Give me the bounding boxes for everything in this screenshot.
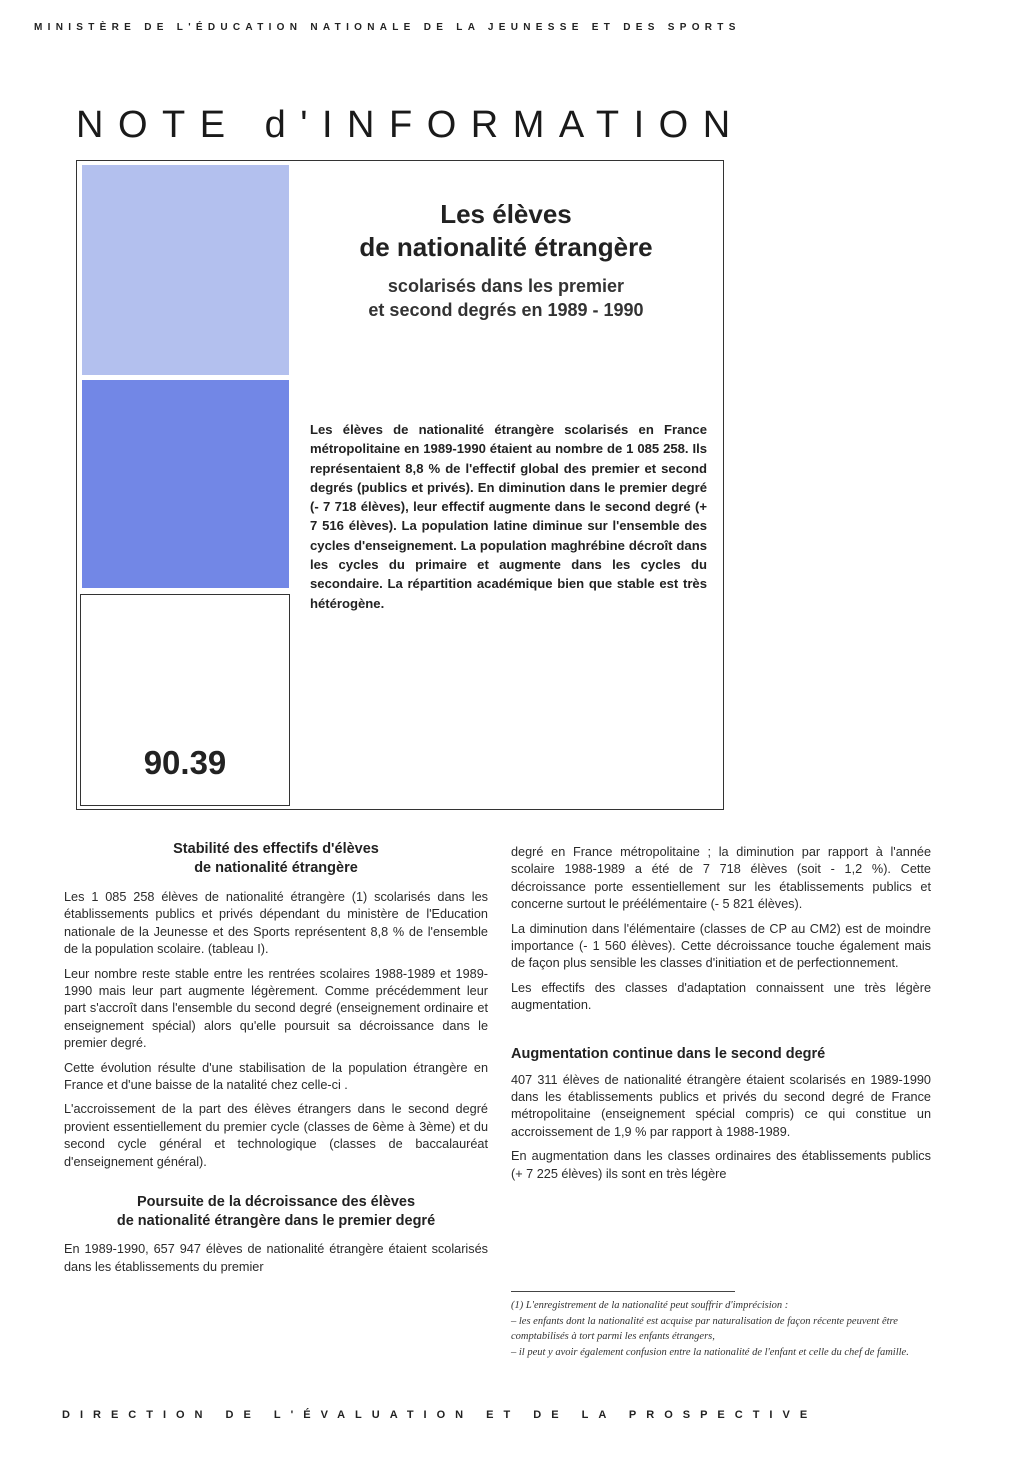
paragraph: En 1989-1990, 657 947 élèves de nationalité étrangère étaient scolarisés dans les établissements du premier [64,1242,488,1274]
ministry-header: MINISTÈRE DE L'ÉDUCATION NATIONALE DE LA JEUNESSE ET DES SPORTS [34,22,741,33]
cover-panel-light [82,165,289,375]
headline-line-1: Les élèves [440,199,572,229]
headline [300,198,712,264]
paragraph: En augmentation dans les classes ordinaires des établissements publics (+ 7 225 élèves) ils sont en très légère [511,1149,931,1181]
footnote-rule [511,1291,735,1292]
left-column [64,840,488,1283]
section1-heading-line-2: de nationalité étrangère [194,860,358,876]
section1-heading-line-1: Stabilité des effectifs d'élèves [173,841,379,857]
footnote-line: (1) L'enregistrement de la nationalité peut souffrir d'imprécision : [511,1300,789,1311]
subhead-line-1: scolarisés dans les premier [387,276,625,296]
abstract: Les élèves de nationalité étrangère scolarisés en France métropolitaine en 1989-1990 étaient au nombre de 1 085 258. Ils représentaient 8,8 % de l'effectif global des premier et second degrés (publics et privés). En diminution dans le premier degré (- 7 718 élèves), leur effectif augmente dans le second degré (+ 7 516 élèves). La population latine diminue sur l'ensemble des cycles d'enseignement. La population maghrébine décroît dans les cycles du primaire et augmente dans les cycles du secondaire. La répartition académique bien que stable est très hétérogène. [310,422,707,611]
footnote-line: – les enfants dont la nationalité est acquise par naturalisation de façon récente peuvent être comptabilisés à tort parmi les enfants étrangers, [511,1315,898,1342]
paragraph: 407 311 élèves de nationalité étrangère étaient scolarisés en 1989-1990 dans les établissements publics et privés du second degré de France métropolitaine (enseignement spécial compris) ce qui constitue un accroissement de 1,9 % par rapport à 1988-1989. [511,1072,931,1139]
direction-footer: DIRECTION DE L'ÉVALUATION ET DE LA PROSPECTIVE [62,1409,818,1421]
section-heading-premier-degre [64,1193,488,1231]
section2-heading-line-2: de nationalité étrangère dans le premier degré [116,1213,436,1230]
footnote-line: – il peut y avoir également confusion entre la nationalité de l'enfant et celle du chef de famille. [511,1346,909,1358]
section-heading-stabilite [64,840,488,878]
section2-heading-line-1: Poursuite de la décroissance des élèves [136,1194,416,1211]
paragraph: Les effectifs des classes d'adaptation connaissent une très légère augmentation. [511,980,931,1013]
paragraph: La diminution dans l'élémentaire (classes de CP au CM2) est de moindre importance (- 1 560 élèves). Cette décroissance touche également mais de façon plus sensible les classes d'initiation et de perfectionnement. [511,921,931,971]
right-column [511,844,931,1190]
paragraph: Les 1 085 258 élèves de nationalité étrangère (1) scolarisés dans les établissements publics et privés dépendant du ministère de l'Education nationale de la Jeunesse et des Sports représentent 8,8 % de l'ensemble de la population scolaire. (tableau I). [64,890,488,957]
paragraph: degré en France métropolitaine ; la diminution par rapport à l'année scolaire 1988-1989 a été de 7 718 élèves (soit - 1,2 %). Cette décroissance porte essentiellement sur les établissements publics et concerne surtout le préélémentaire (- 5 821 élèves). [511,845,931,912]
paragraph: Cette évolution résulte d'une stabilisation de la population étrangère en France et d'une baisse de la natalité chez celle-ci . [64,1060,488,1093]
subhead-line-2: et second degrés en 1989 - 1990 [368,300,644,320]
subheadline [300,274,712,322]
paragraph: Leur nombre reste stable entre les rentrées scolaires 1988-1989 et 1989-1990 mais leur part augmente légèrement. Comme précédemment leur part s'accroît dans l'ensemble du second degré (enseignement ordinaire et enseignement spécial) alors qu'elle poursuit sa décroissance dans le premier degré. [64,966,488,1051]
note-title: NOTE d'INFORMATION [76,104,745,146]
note-number: 90.39 [143,744,227,781]
paragraph: L'accroissement de la part des élèves étrangers dans le second degré provient essentiellement du premier cycle (classes de 6ème à 3ème) et du second cycle général et technologique (classes de baccalauréat d'enseignement général). [64,1102,488,1169]
cover-panel-mid [82,380,289,588]
footnote [511,1298,933,1360]
headline-line-2: de nationalité étrangère [359,232,653,262]
section-heading-second-degre: Augmentation continue dans le second degré [511,1045,826,1062]
